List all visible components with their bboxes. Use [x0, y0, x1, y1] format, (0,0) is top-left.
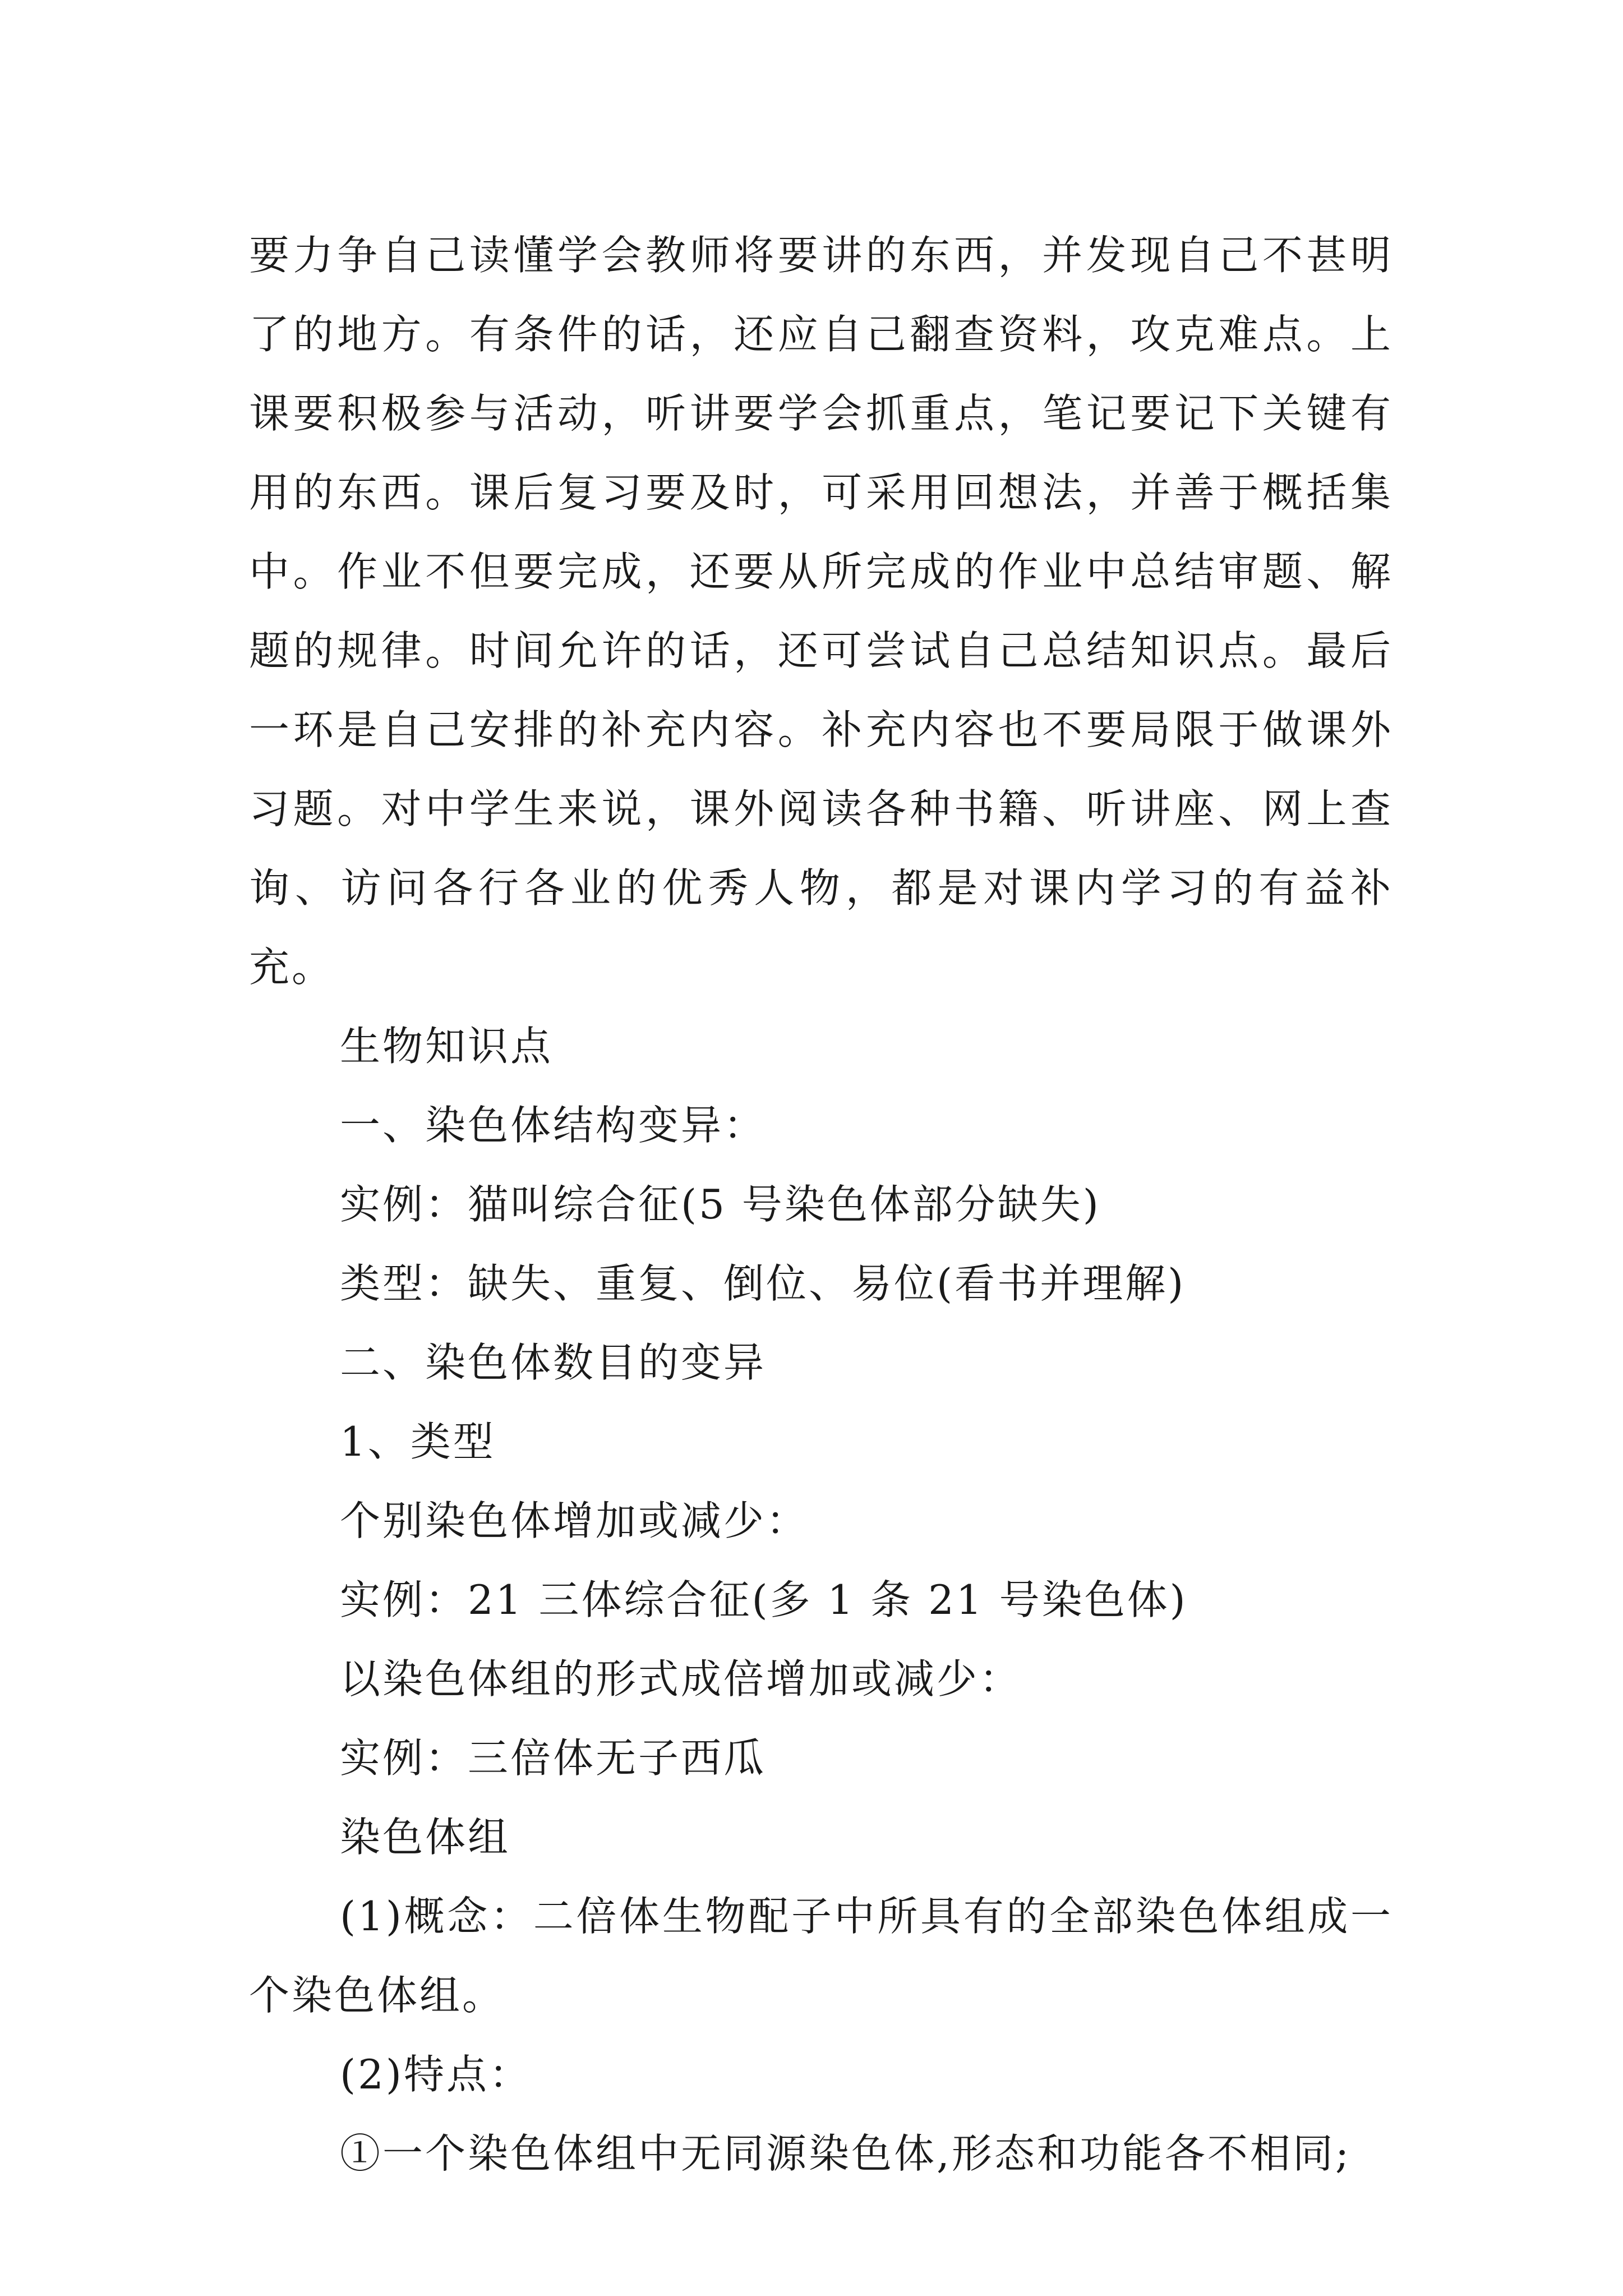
individual-chromosome-change: 个别染色体增加或减少： [340, 1497, 809, 1544]
subheading-types: 1、类型 [340, 1418, 496, 1465]
document-body [249, 216, 1393, 2193]
chromosome-set-heading: 染色体组 [340, 1814, 511, 1861]
chromosome-set-features: (2)特点： [340, 2051, 532, 2098]
heading-structural-variation: 一、染色体结构变异： [340, 1102, 767, 1149]
opening-paragraph: 要力争自己读懂学会教师将要讲的东西，并发现自己不甚明了的地方。有条件的话，还应自己翻查资料，攻克难点。上课要积极参与活动，听讲要学会抓重点，笔记要记下关键有用的东西。课后复习要及时，可采用回想法，并善于概括集中。作业不但要完成，还要从所完成的作业中总结审题、解题的规律。时间允许的话，还可尝试自己总结知识点。最后一环是自己安排的补充内容。补充内容也不要局限于做课外习题。对中学生来说，课外阅读各种书籍、听讲座、网上查询、访问各行各业的优秀人物，都是对课内学习的有益补充。 [249, 232, 1393, 991]
example-trisomy-21: 实例：21 三体综合征(多 1 条 21 号染色体) [340, 1576, 1188, 1623]
variation-types: 类型：缺失、重复、倒位、易位(看书并理解) [340, 1260, 1186, 1307]
heading-number-variation: 二、染色体数目的变异 [340, 1339, 767, 1386]
example-cri-du-chat: 实例：猫叫综合征(5 号染色体部分缺失) [340, 1181, 1101, 1228]
chromosome-set-concept: (1)概念：二倍体生物配子中所具有的全部染色体组成一个染色体组。 [249, 1893, 1393, 2019]
example-triploid-watermelon: 实例：三倍体无子西瓜 [340, 1734, 767, 1782]
section-title: 生物知识点 [340, 1023, 554, 1070]
feature-item-1: ①一个染色体组中无同源染色体,形态和功能各不相同; [340, 2130, 1352, 2177]
chromosome-set-change: 以染色体组的形式成倍增加或减少： [340, 1655, 1022, 1703]
